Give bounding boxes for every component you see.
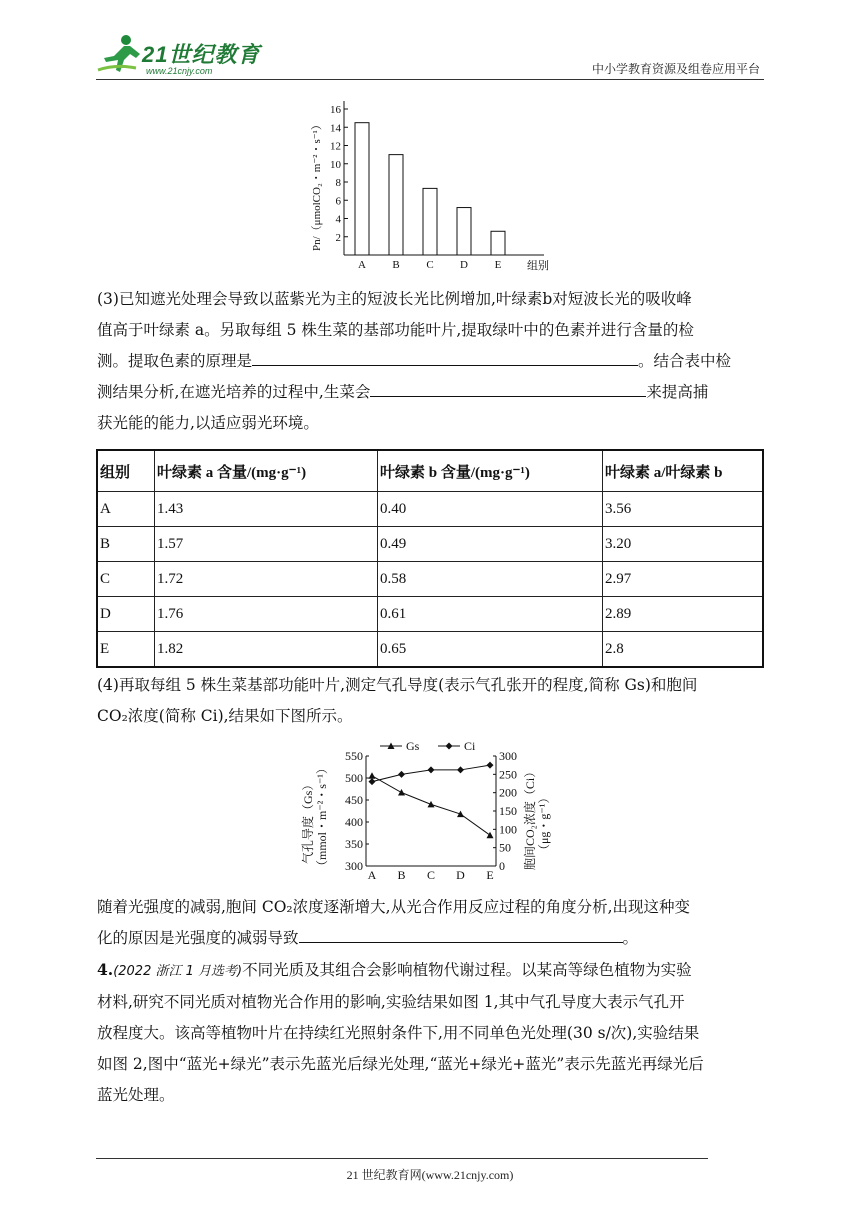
table-cell: 0.40 xyxy=(378,492,603,527)
y-tick-label: 10 xyxy=(330,158,341,171)
q5-line3: 放程度大。该高等植物叶片在持续红光照射条件下,用不同单色光处理(30 s/次),实验结果 xyxy=(97,1024,700,1042)
header-rule xyxy=(96,79,764,80)
logo-runner-icon xyxy=(96,34,146,76)
table-cell: E xyxy=(97,632,155,668)
table-header-cell: 叶绿素 a 含量/(mg·g⁻¹) xyxy=(155,450,378,492)
ci-point xyxy=(428,766,435,773)
left-tick-label: 300 xyxy=(345,859,363,873)
table-cell: 1.82 xyxy=(155,632,378,668)
y-tick-label: 12 xyxy=(330,140,341,153)
x-tick-label: E xyxy=(486,868,494,882)
table-row xyxy=(97,562,763,597)
header xyxy=(0,0,860,80)
table-header-cell: 组别 xyxy=(97,450,155,492)
table-cell: 1.72 xyxy=(155,562,378,597)
table-cell: 2.97 xyxy=(603,562,764,597)
q4-line1: (4)再取每组 5 株生菜基部功能叶片,测定气孔导度(表示气孔张开的程度,简称 Gs)和胞间 xyxy=(97,676,698,694)
table-cell: 0.49 xyxy=(378,527,603,562)
logo-main-text: 21世纪教育 xyxy=(142,42,261,67)
x-tick-label: D xyxy=(456,868,465,882)
y-tick-label: 14 xyxy=(330,122,341,135)
right-tick-label: 250 xyxy=(499,767,517,782)
q4-line4-end: 。 xyxy=(622,929,639,947)
gs-point xyxy=(369,772,376,779)
table-cell: B xyxy=(97,527,155,562)
x-tick-label: C xyxy=(426,259,434,271)
q3-line3 xyxy=(97,346,765,377)
question-3 xyxy=(97,284,765,439)
line-chart xyxy=(296,734,556,884)
right-axis-unit: （μg・g⁻¹） xyxy=(537,791,551,856)
left-tick-label: 400 xyxy=(345,815,363,829)
q3-line4-text: 测结果分析,在遮光培养的过程中,生菜会 xyxy=(97,383,371,401)
y-tick-label: 8 xyxy=(335,177,341,189)
table-cell: 1.43 xyxy=(155,492,378,527)
q5-line1-text: 不同光质及其组合会影响植物代谢过程。以某高等绿色植物为实验 xyxy=(242,961,692,979)
q3-line5: 获光能的能力,以适应弱光环境。 xyxy=(97,414,319,432)
x-tick-label: A xyxy=(367,868,377,882)
footer-text: 21 世纪教育网(www.21cnjy.com) xyxy=(346,1168,514,1182)
chlorophyll-table xyxy=(96,449,764,668)
q5-line5: 蓝光处理。 xyxy=(97,1086,175,1104)
bar xyxy=(389,155,403,255)
bar-chart xyxy=(300,95,560,275)
q3-line3-end: 。结合表中检 xyxy=(638,352,732,370)
table-header-row xyxy=(97,450,763,492)
table-header-cell: 叶绿素 a/叶绿素 b xyxy=(603,450,764,492)
left-tick-label: 550 xyxy=(345,749,363,763)
table-cell: 3.20 xyxy=(603,527,764,562)
right-axis-title: 胞间CO₂浓度（Ci） xyxy=(523,765,537,870)
left-axis-title: 气孔导度（Gs） xyxy=(301,778,315,864)
q3-line2: 值高于叶绿素 a。另取每组 5 株生菜的基部功能叶片,提取绿叶中的色素并进行含量的检 xyxy=(97,321,694,339)
table-header-cell: 叶绿素 b 含量/(mg·g⁻¹) xyxy=(378,450,603,492)
table-cell: 1.57 xyxy=(155,527,378,562)
footer-rule xyxy=(96,1158,708,1159)
y-tick-label: 4 xyxy=(335,213,341,226)
q5-source: (2022 浙江 1 月选考) xyxy=(113,964,243,979)
ci-point xyxy=(457,766,464,773)
left-tick-label: 500 xyxy=(345,771,363,785)
right-tick-label: 50 xyxy=(499,840,511,855)
gs-point xyxy=(398,789,405,796)
right-tick-label: 100 xyxy=(499,822,517,837)
x-axis-label: 组别 xyxy=(527,260,549,272)
question-4-intro xyxy=(97,670,765,732)
x-tick-label: B xyxy=(392,259,400,271)
q5-line4: 如图 2,图中“蓝光+绿光”表示先蓝光后绿光处理,“蓝光+绿光+蓝光”表示先蓝光再绿光后 xyxy=(97,1055,704,1073)
table-cell: C xyxy=(97,562,155,597)
table-cell: 1.76 xyxy=(155,597,378,632)
q4-line4 xyxy=(97,923,765,954)
q5-line2: 材料,研究不同光质对植物光合作用的影响,实验结果如图 1,其中气孔导度大表示气孔开 xyxy=(97,993,685,1011)
gs-point xyxy=(457,811,464,818)
q4-line4-text: 化的原因是光强度的减弱导致 xyxy=(97,929,299,947)
table-row xyxy=(97,527,763,562)
bar xyxy=(355,123,369,255)
answer-blank-3[interactable] xyxy=(299,926,623,943)
ci-point xyxy=(398,771,405,778)
bar xyxy=(457,208,471,255)
y-tick-label: 2 xyxy=(335,231,341,244)
x-tick-label: A xyxy=(358,259,366,271)
y-tick-label: 6 xyxy=(335,195,341,208)
table-row xyxy=(97,597,763,632)
answer-blank-2[interactable] xyxy=(370,380,646,397)
legend-ci-label: Ci xyxy=(464,739,476,753)
q3-line1: (3)已知遮光处理会导致以蓝紫光为主的短波长光比例增加,叶绿素b对短波长光的吸收峰 xyxy=(97,290,692,308)
gs-point xyxy=(428,801,435,808)
x-tick-label: D xyxy=(460,259,468,271)
table-cell: 0.65 xyxy=(378,632,603,668)
table-cell: 0.61 xyxy=(378,597,603,632)
q3-line4-end: 来提高捕 xyxy=(646,383,709,401)
question-4-2022 xyxy=(97,954,765,1111)
table-cell: D xyxy=(97,597,155,632)
left-tick-label: 450 xyxy=(345,793,363,807)
legend-gs-label: Gs xyxy=(406,739,420,753)
q5-number: 4. xyxy=(97,960,114,979)
table-row xyxy=(97,632,763,668)
table-cell: 2.89 xyxy=(603,597,764,632)
q3-line4 xyxy=(97,377,765,408)
x-tick-label: B xyxy=(397,868,406,882)
q3-line3-text: 测。提取色素的原理是 xyxy=(97,352,253,370)
q5-line1 xyxy=(97,954,765,987)
logo-url-text: www.21cnjy.com xyxy=(146,66,213,76)
header-right-text: 中小学教育资源及组卷应用平台 xyxy=(591,62,760,76)
ci-point xyxy=(369,778,376,785)
table-cell: 3.56 xyxy=(603,492,764,527)
x-tick-label: E xyxy=(494,259,502,271)
q4-line2: CO₂浓度(简称 Ci),结果如下图所示。 xyxy=(97,707,353,725)
question-4-ask xyxy=(97,892,765,954)
right-tick-label: 300 xyxy=(499,749,517,763)
left-tick-label: 350 xyxy=(345,837,363,851)
table-cell: 2.8 xyxy=(603,632,764,668)
left-axis-unit: （mmol・m⁻²・s⁻¹） xyxy=(315,762,329,872)
bar xyxy=(423,188,437,255)
y-axis-label: Pn/（μmolCO₂・m⁻²・s⁻¹） xyxy=(311,119,323,251)
gs-point xyxy=(487,832,494,839)
y-tick-label: 16 xyxy=(330,104,341,116)
right-tick-label: 150 xyxy=(499,804,517,818)
table-row xyxy=(97,492,763,527)
legend-ci-marker xyxy=(446,743,453,750)
right-tick-label: 0 xyxy=(499,859,505,873)
right-tick-label: 200 xyxy=(499,785,517,800)
q4-line3: 随着光强度的减弱,胞间 CO₂浓度逐渐增大,从光合作用反应过程的角度分析,出现这种变 xyxy=(97,898,690,916)
ci-point xyxy=(487,762,494,769)
answer-blank-1[interactable] xyxy=(252,349,638,366)
bar xyxy=(491,231,505,255)
x-tick-label: C xyxy=(426,868,436,882)
table-cell: 0.58 xyxy=(378,562,603,597)
table-cell: A xyxy=(97,492,155,527)
